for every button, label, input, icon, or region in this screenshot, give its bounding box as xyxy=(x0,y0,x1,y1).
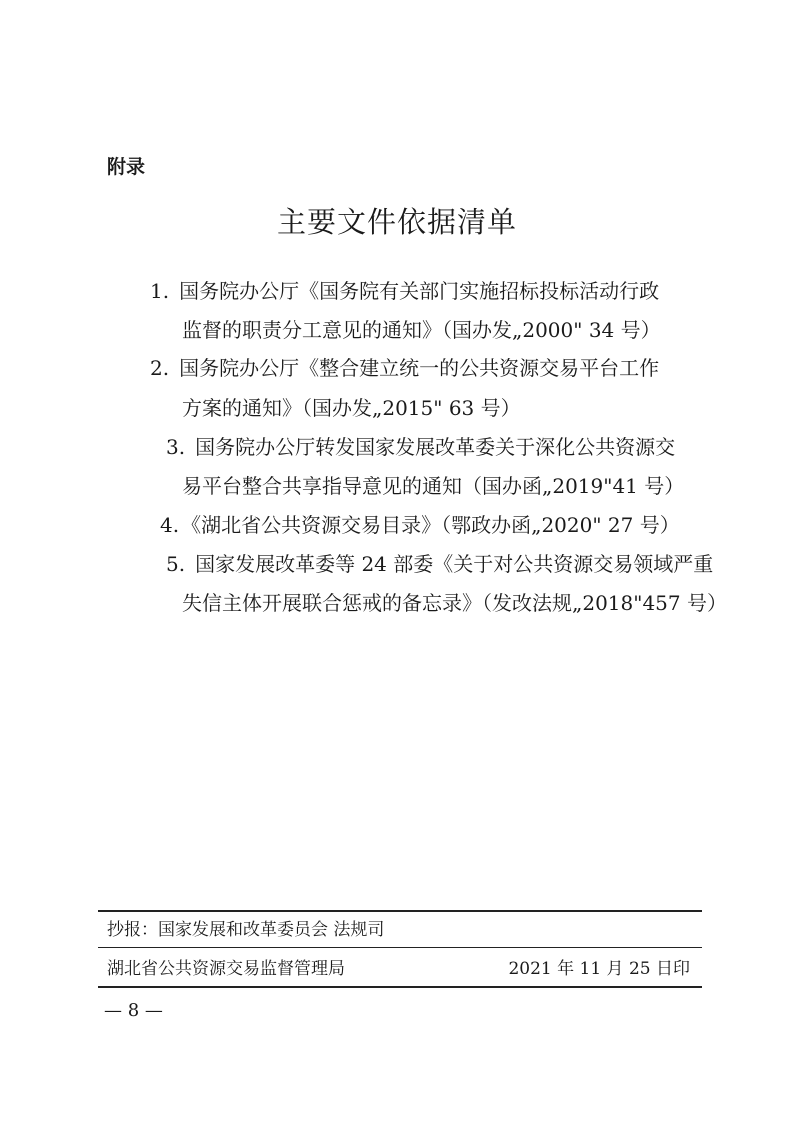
appendix-label: 附录 xyxy=(107,156,146,178)
footer-middle-rule xyxy=(98,947,702,948)
list-item-2-number: 2. xyxy=(150,356,170,380)
issuer-name: 湖北省公共资源交易监督管理局 xyxy=(107,959,345,979)
list-item-1-number: 1. xyxy=(150,279,170,303)
list-item-2-text: 国务院办公厅《整合建立统一的公共资源交易平台工作 xyxy=(179,356,660,380)
list-item-4-number: 4. xyxy=(160,513,180,537)
list-item-5-number: 5. xyxy=(166,552,186,576)
print-date: 2021 年 11 月 25 日印 xyxy=(508,959,690,979)
list-item-3-text: 国务院办公厅转发国家发展改革委关于深化公共资源交 xyxy=(195,435,676,459)
list-item-3-first-line xyxy=(166,435,675,459)
list-item-1-second-line: 监督的职责分工意见的通知》（国办发„2000" 34 号） xyxy=(182,318,661,342)
list-item-4-line xyxy=(160,513,680,537)
list-item-1-text: 国务院办公厅《国务院有关部门实施招标投标活动行政 xyxy=(179,279,660,303)
list-item-2-second-line: 方案的通知》（国办发„2015" 63 号） xyxy=(182,396,521,420)
list-item-3-number: 3. xyxy=(166,435,186,459)
footer-top-rule xyxy=(98,910,702,912)
list-item-4-text: 《湖北省公共资源交易目录》（鄂政办函„2020" 27 号） xyxy=(181,513,680,537)
list-item-5-first-line xyxy=(166,552,713,576)
list-item-3-second-line: 易平台整合共享指导意见的通知（国办函„2019"41 号） xyxy=(182,474,685,498)
footer-bottom-rule xyxy=(98,986,702,988)
document-title: 主要文件依据清单 xyxy=(276,205,517,239)
list-item-5-text: 国家发展改革委等 24 部委《关于对公共资源交易领域严重 xyxy=(195,552,714,576)
list-item-1-first-line xyxy=(150,279,659,303)
list-item-2-first-line xyxy=(150,356,659,380)
page-number: — 8 — xyxy=(104,1000,163,1021)
cc-line: 抄报：国家发展和改革委员会 法规司 xyxy=(107,920,385,940)
list-item-5-second-line: 失信主体开展联合惩戒的备忘录》（发改法规„2018"457 号） xyxy=(182,591,727,615)
